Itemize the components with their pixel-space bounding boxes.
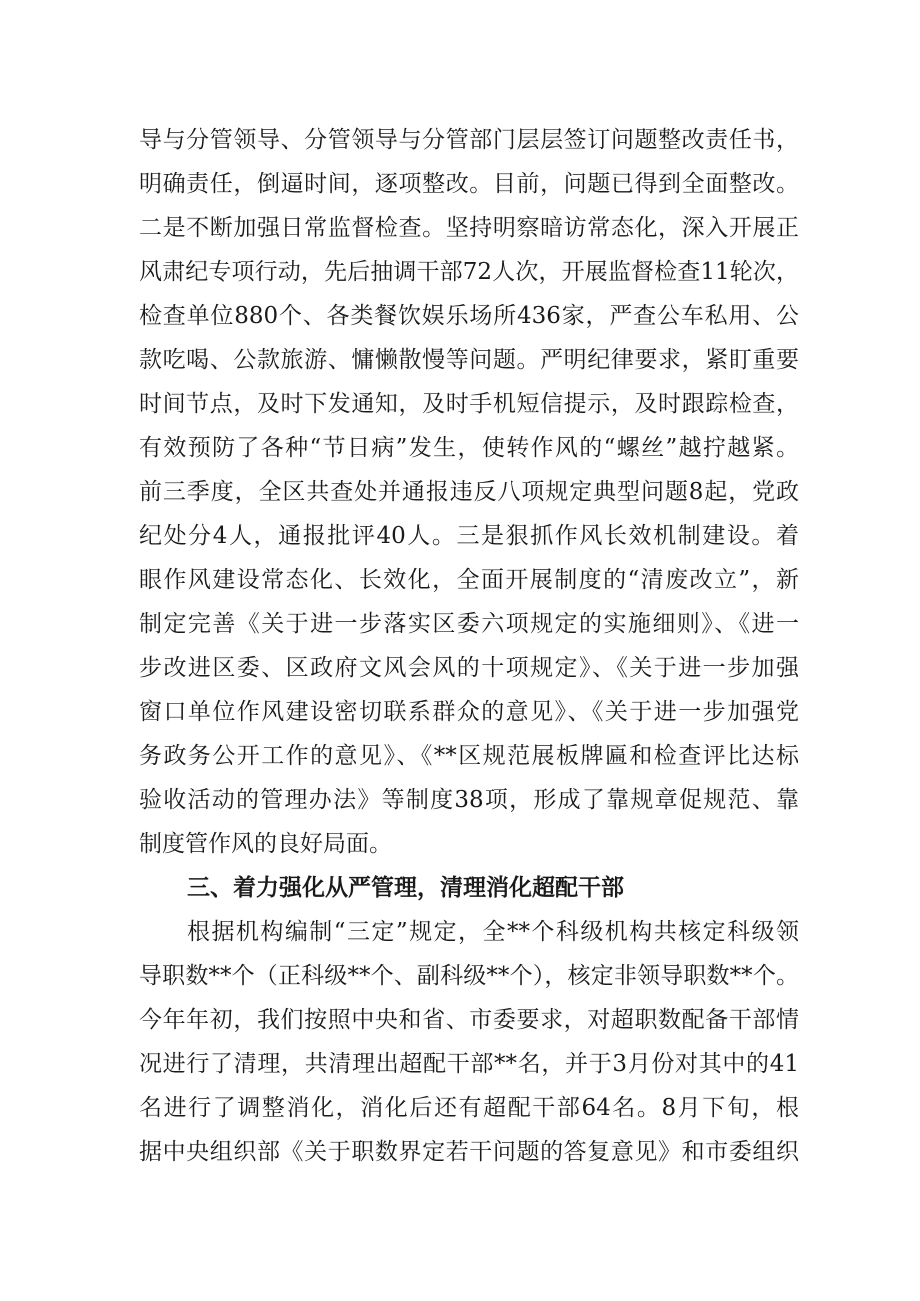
body-text-line: 二是不断加强日常监督检查。坚持明察暗访常态化，深入开展正: [139, 215, 799, 241]
body-text-line: 步改进区委、区政府文风会风的十项规定》、《关于进一步加强: [139, 655, 799, 681]
body-text-line: 款吃喝、公款旅游、慵懒散慢等问题。严明纪律要求，紧盯重要: [139, 347, 799, 373]
body-text-line: 今年年初，我们按照中央和省、市委要求，对超职数配备干部情: [139, 1007, 799, 1033]
body-text-line: 窗口单位作风建设密切联系群众的意见》、《关于进一步加强党: [139, 699, 799, 725]
body-text-line: 前三季度，全区共查处并通报违反八项规定典型问题8起，党政: [139, 479, 799, 505]
body-text-line: 导职数**个（正科级**个、副科级**个），核定非领导职数**个。: [139, 963, 799, 989]
body-text-line: 务政务公开工作的意见》、《**区规范展板牌匾和检查评比达标: [139, 743, 799, 769]
body-text-line: 据中央组织部《关于职数界定若干问题的答复意见》和市委组织: [139, 1139, 799, 1165]
body-text-line: 检查单位880个、各类餐饮娱乐场所436家，严查公车私用、公: [139, 303, 799, 329]
body-text-line: 风肃纪专项行动，先后抽调干部72人次，开展监督检查11轮次，: [139, 259, 799, 285]
body-text-line: 明确责任，倒逼时间，逐项整改。目前，问题已得到全面整改。: [139, 171, 799, 197]
body-text-line: 验收活动的管理办法》等制度38项，形成了靠规章促规范、靠: [139, 787, 799, 813]
body-text-line: 导与分管领导、分管领导与分管部门层层签订问题整改责任书，: [139, 127, 799, 153]
body-text-line: 名进行了调整消化，消化后还有超配干部64名。8月下旬，根: [139, 1095, 799, 1121]
body-text-line: 时间节点，及时下发通知，及时手机短信提示，及时跟踪检查，: [139, 391, 799, 417]
body-text-line: 眼作风建设常态化、长效化，全面开展制度的“清废改立”，新: [139, 567, 799, 593]
body-text-line: 况进行了清理，共清理出超配干部**名，并于3月份对其中的41: [139, 1051, 799, 1077]
body-text-line: 根据机构编制“三定”规定，全**个科级机构共核定科级领: [187, 919, 799, 945]
body-text-line: 制度管作风的良好局面。: [139, 831, 392, 857]
body-text-line: 纪处分4人，通报批评40人。三是狠抓作风长效机制建设。着: [139, 523, 799, 549]
body-text-line: 制定完善《关于进一步落实区委六项规定的实施细则》、《进一: [139, 611, 799, 637]
section-heading: 三、着力强化从严管理，清理消化超配干部: [187, 875, 624, 901]
body-text-line: 有效预防了各种“节日病”发生，使转作风的“螺丝”越拧越紧。: [139, 435, 799, 461]
